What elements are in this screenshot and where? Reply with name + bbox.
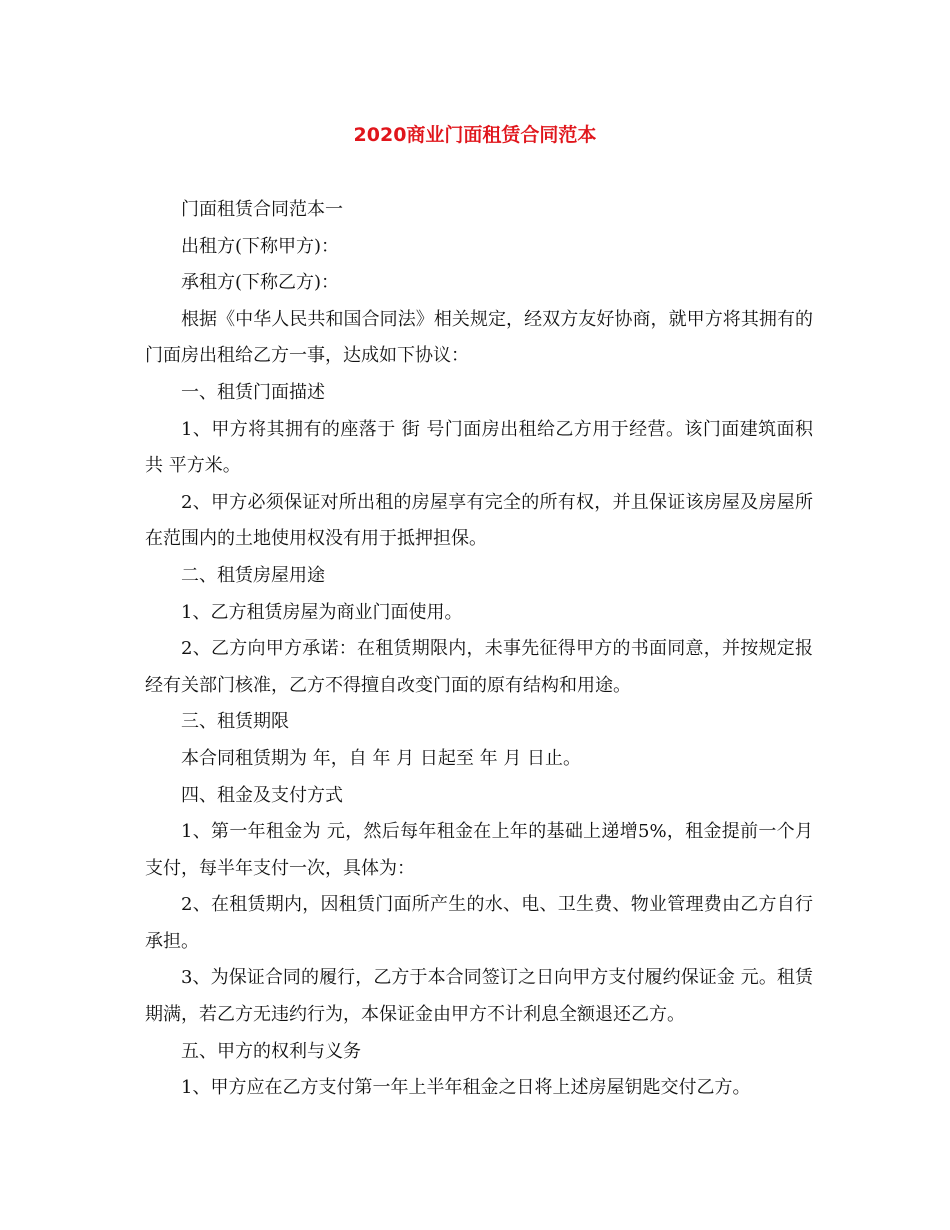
section-heading-lessor-rights: 五、甲方的权利与义务 xyxy=(181,1040,361,1062)
section-heading-rent: 四、租金及支付方式 xyxy=(181,784,343,806)
document-title: 2020商业门面租赁合同范本 xyxy=(353,124,597,146)
document-body xyxy=(145,192,813,1107)
clause-4-2: 2、在租赁期内，因租赁门面所产生的水、电、卫生费、物业管理费由乙方自行承担。 xyxy=(145,894,813,952)
clause-1-1: 1、甲方将其拥有的座落于 街 号门面房出租给乙方用于经营。该门面建筑面积共 平方米。 xyxy=(145,418,813,477)
section-heading-term: 三、租赁期限 xyxy=(181,711,289,733)
clause-5-1: 1、甲方应在乙方支付第一年上半年租金之日将上述房屋钥匙交付乙方。 xyxy=(181,1077,751,1099)
clause-2-1: 1、乙方租赁房屋为商业门面使用。 xyxy=(181,601,463,623)
clause-3-1: 本合同租赁期为 年，自 年 月 日起至 年 月 日止。 xyxy=(181,747,582,769)
paragraph-preamble: 根据《中华人民共和国合同法》相关规定，经双方友好协商，就甲方将其拥有的门面房出租给乙方一事，达成如下协议： xyxy=(145,308,813,367)
clause-2-2: 2、乙方向甲方承诺：在租赁期限内，未事先征得甲方的书面同意，并按规定报经有关部门核准，乙方不得擅自改变门面的原有结构和用途。 xyxy=(145,638,813,696)
clause-4-3: 3、为保证合同的履行，乙方于本合同签订之日向甲方支付履约保证金 元。租赁期满，若乙方无违约行为，本保证金由甲方不计利息全额退还乙方。 xyxy=(145,967,813,1026)
section-heading-description: 一、租赁门面描述 xyxy=(181,381,325,403)
paragraph-lessee: 承租方(下称乙方)： xyxy=(181,272,340,294)
clause-1-2: 2、甲方必须保证对所出租的房屋享有完全的所有权，并且保证该房屋及房屋所在范围内的土地使用权没有用于抵押担保。 xyxy=(145,491,813,550)
paragraph-contract-heading: 门面租赁合同范本一 xyxy=(181,199,343,220)
clause-4-1: 1、第一年租金为 元，然后每年租金在上年的基础上递增5%，租金提前一个月支付，每半年支付一次，具体为： xyxy=(145,821,813,879)
section-heading-usage: 二、租赁房屋用途 xyxy=(181,564,325,586)
paragraph-lessor: 出租方(下称甲方)： xyxy=(181,235,340,257)
